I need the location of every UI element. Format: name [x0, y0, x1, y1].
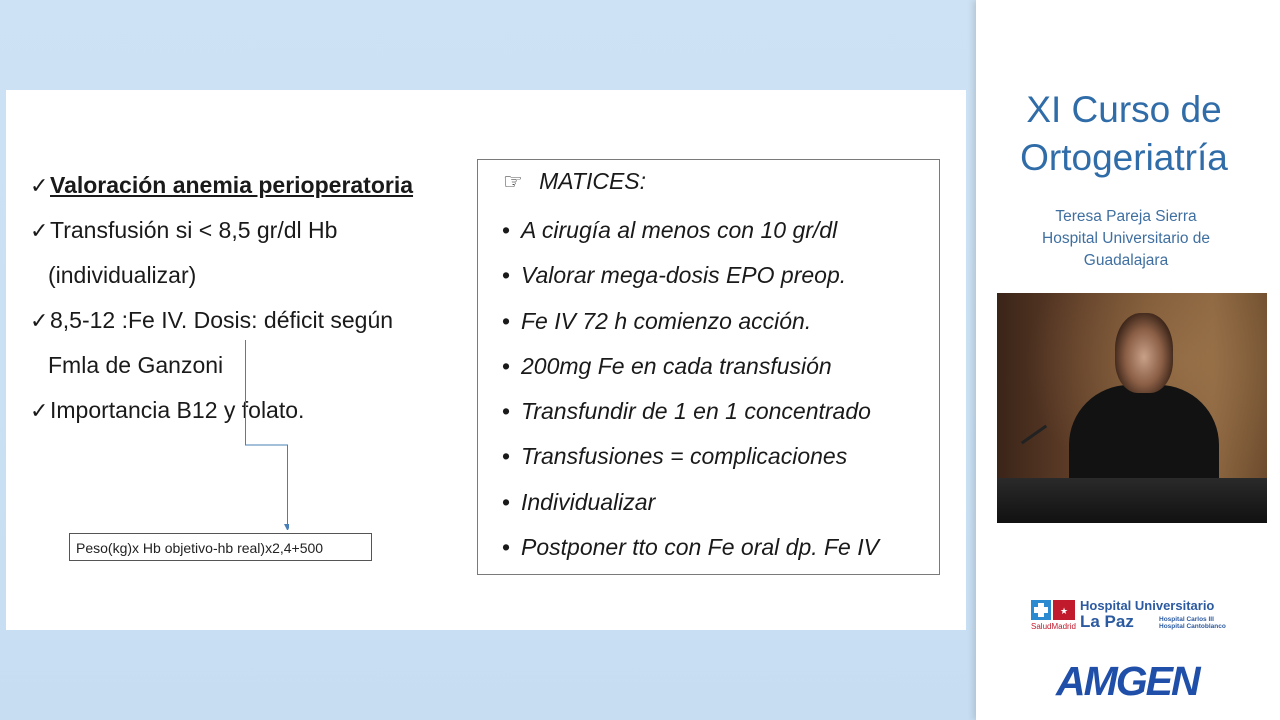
hospital-sub-line: Hospital Cantoblanco	[1159, 623, 1226, 630]
pointing-hand-icon: ☞	[503, 170, 523, 195]
checkmark-icon: ✓	[30, 218, 49, 243]
matices-box	[477, 159, 940, 575]
list-item	[502, 208, 932, 253]
list-item	[32, 163, 472, 208]
course-title-line: XI Curso de	[1026, 89, 1222, 130]
checkmark-icon: ✓	[30, 398, 49, 423]
bullet-icon: •	[502, 398, 511, 425]
ganzoni-formula-box: Peso(kg)x Hb objetivo-hb real)x2,4+500	[69, 533, 372, 561]
course-title-line: Ortogeriatría	[1020, 137, 1228, 178]
bullet-icon: •	[502, 352, 511, 379]
salud-madrid-icon	[1031, 600, 1075, 620]
box-title	[503, 168, 646, 195]
list-item	[502, 525, 932, 570]
item-text: Valoración anemia perioperatoria	[50, 172, 414, 198]
connector-arrow	[245, 340, 289, 530]
item-text: Postponer tto con Fe oral dp. Fe IV	[521, 534, 879, 561]
item-text: Valorar mega-dosis EPO preop.	[521, 262, 847, 289]
item-text: A cirugía al menos con 10 gr/dl	[521, 217, 838, 243]
bullet-icon: •	[502, 307, 511, 334]
svg-text:★: ★	[1059, 606, 1069, 616]
list-item	[502, 389, 932, 434]
list-item	[502, 253, 932, 298]
list-item	[502, 434, 932, 479]
hospital-sub	[1159, 616, 1226, 630]
item-continuation: (individualizar)	[48, 262, 197, 288]
bullet-icon: •	[502, 443, 511, 470]
podium	[997, 478, 1267, 523]
speaker-org: Hospital Universitario de	[1042, 230, 1210, 247]
hospital-la-paz: La Paz	[1080, 612, 1134, 631]
hospital-name: Hospital Universitario	[1080, 598, 1215, 613]
speaker-video[interactable]	[997, 293, 1267, 523]
list-item	[502, 344, 932, 389]
bullet-icon: •	[502, 262, 511, 289]
item-text: 200mg Fe en cada transfusión	[521, 352, 832, 379]
item-text: 8,5-12 :Fe IV. Dosis: déficit según	[50, 307, 394, 333]
matices-list	[502, 208, 932, 570]
item-text: Individualizar	[521, 488, 656, 515]
list-item	[32, 208, 472, 253]
item-text: Transfundir de 1 en 1 concentrado	[521, 398, 871, 425]
la-paz-logo	[1031, 598, 1231, 634]
hospital-sub-line: Hospital Carlos III	[1159, 616, 1214, 623]
bullet-icon: •	[502, 217, 511, 243]
checkmark-icon: ✓	[30, 308, 49, 333]
speaker-info	[976, 206, 1276, 272]
list-item	[32, 298, 472, 343]
salud-madrid-text: SaludMadrid	[1031, 622, 1076, 631]
box-title-text: MATICES:	[539, 168, 647, 194]
checkmark-icon: ✓	[30, 173, 49, 198]
item-text: Transfusiones = complicaciones	[521, 443, 848, 470]
item-text: Fe IV 72 h comienzo acción.	[521, 307, 812, 334]
speaker-name: Teresa Pareja Sierra	[1055, 208, 1197, 225]
bullet-icon: •	[502, 488, 511, 515]
list-item	[502, 480, 932, 525]
bullet-icon: •	[502, 534, 511, 561]
amgen-logo: AMGEN	[1056, 658, 1199, 704]
course-title	[976, 86, 1272, 182]
item-text: Transfusión si < 8,5 gr/dl Hb	[50, 217, 338, 243]
item-continuation: Fmla de Ganzoni	[48, 352, 224, 378]
speaker-head	[1115, 313, 1173, 393]
list-item	[502, 299, 932, 344]
item-text: Importancia B12 y folato.	[50, 397, 305, 423]
sidebar-panel	[976, 0, 1280, 720]
speaker-org: Guadalajara	[1083, 252, 1169, 269]
